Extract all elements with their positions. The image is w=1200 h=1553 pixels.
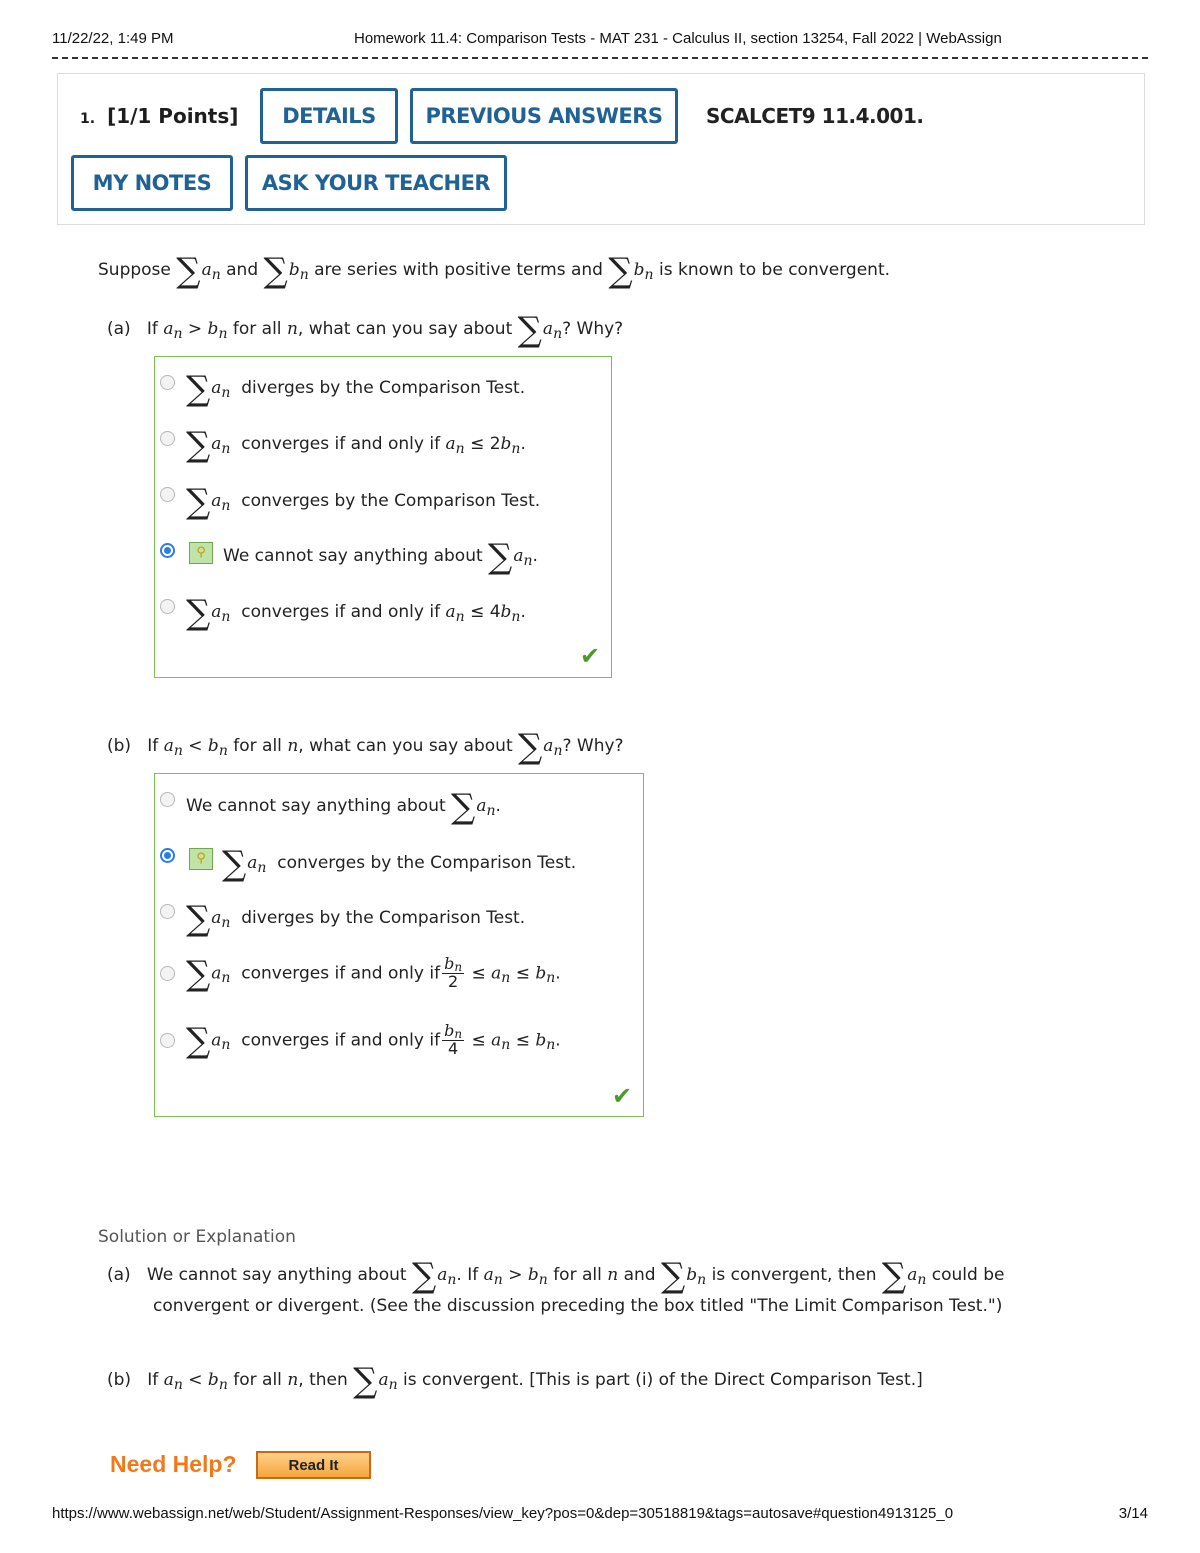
part-a-option-1-radio[interactable] [160,375,175,390]
option-text: converges by the Comparison Test. [241,491,541,511]
sigma-symbol: ∑ [186,1021,211,1062]
part-a-question [107,310,624,350]
part-a-option-3-radio[interactable] [160,487,175,502]
math-sub: n [221,441,231,457]
print-header [52,30,1148,50]
math-b: b [207,736,219,756]
math-n: n [607,1265,619,1285]
math-b: b [686,1265,698,1285]
question-points [80,104,238,128]
solution-text: is convergent, then [711,1265,877,1285]
part-b-option-4-radio[interactable] [160,966,175,981]
math-a: a [163,1370,174,1390]
math-n: n [287,1370,299,1390]
math-sub: n [501,970,511,987]
solution-text: , then [298,1370,348,1390]
math-a: a [163,736,174,756]
math-sub: n [501,1037,511,1054]
math-a: a [513,546,524,566]
sigma-symbol: ∑ [353,1361,378,1401]
math-a: a [445,434,456,454]
math-a: a [211,1030,222,1051]
part-b-option-1-radio[interactable] [160,792,175,807]
relation-symbol: < [188,736,203,756]
part-b-option-5-radio[interactable] [160,1033,175,1048]
sigma-symbol: ∑ [186,899,211,939]
math-b: b [527,1265,539,1285]
math-sub: n [221,609,231,625]
math-a: a [211,491,222,511]
solution-text: If [147,1370,159,1390]
math-sub: n [221,498,231,514]
part-a-option-3[interactable] [186,482,541,522]
part-b-option-5[interactable]: $\sum a_n$ converges if and only if $\frac{b_n}{4}$ ≤ $a_n \le b_n$. [186,1021,561,1062]
relation-symbol: < [188,1370,203,1390]
option-text: ≤ 2 [470,434,501,454]
sigma-symbol: ∑ [451,787,476,827]
math-sub: n [257,860,267,876]
math-a: a [211,602,222,622]
math-sub: n [511,441,521,457]
option-text: ≤ 4 [470,602,501,622]
sigma-symbol: ∑ [186,369,211,409]
option-text: diverges by the Comparison Test. [241,908,526,928]
sigma-symbol: ∑ [661,1256,686,1296]
sigma-symbol: ∑ [518,727,543,767]
math-sub: n [221,915,231,931]
math-a: a [543,736,554,756]
prompt-text: and [226,260,259,280]
part-b-option-2[interactable] [222,844,577,884]
prompt-text: is known to be convergent. [658,260,891,280]
math-sub: n [173,1377,183,1393]
math-sub: n [644,267,654,283]
part-a-option-4-radio-selected[interactable] [160,543,175,558]
math-sub: n [218,326,228,342]
option-text: converges if and only if [241,963,441,984]
math-b: b [500,602,512,622]
math-b: b [207,319,219,339]
option-text: converges if and only if [241,602,441,622]
fraction: $\frac{b_n}{4}$ [444,1021,463,1058]
part-label: (a) [107,319,131,339]
math-sub: n [173,326,183,342]
math-sub: n [221,385,231,401]
prompt-text: are series with positive terms and [314,260,603,280]
option-text: converges if and only if [241,434,441,454]
question-text: If [146,319,158,339]
solution-text: and [623,1265,656,1285]
math-sub: n [486,803,496,819]
dashed-divider [52,57,1148,59]
key-icon: ⚲ [189,848,213,870]
sigma-symbol: ∑ [608,251,633,291]
print-date: 11/22/22, 1:49 PM [52,30,174,47]
question-reference: SCALCET9 11.4.001. [706,104,924,128]
sigma-symbol: ∑ [186,593,211,633]
part-b-option-2-radio-selected[interactable] [160,848,175,863]
relation-symbol: > [187,319,203,339]
math-a: a [476,796,487,816]
part-b-option-3-radio[interactable] [160,904,175,919]
part-a-option-2-radio[interactable] [160,431,175,446]
points-label: [1/1 Points] [107,104,239,128]
part-label: (a) [107,1265,131,1285]
option-text: We cannot say anything about [223,546,483,566]
relation-symbol: > [508,1265,523,1285]
page-number: 3/14 [1118,1505,1148,1522]
math-a: a [211,434,222,454]
part-a-option-1[interactable] [186,369,526,409]
part-b-question [107,727,624,767]
question-text: , what can you say about [297,319,513,339]
option-text: We cannot say anything about [186,796,446,816]
math-a: a [542,319,554,339]
part-label: (b) [107,736,132,756]
solution-text: is convergent. [This is part (i) of the Direct Comparison Test.] [403,1370,923,1390]
part-b-option-1[interactable]: We cannot say anything about $\sum a_n$. [186,787,501,827]
correct-check-icon: ✔ [580,642,601,670]
solution-text: for all [233,1370,282,1390]
math-b: b [633,260,645,280]
math-a: a [907,1265,918,1285]
math-sub: n [173,743,183,759]
math-a: a [437,1265,448,1285]
math-sub: n [388,1377,398,1393]
sigma-symbol: ∑ [517,310,542,350]
option-text: diverges by the Comparison Test. [241,378,526,398]
math-b: b [500,434,512,454]
option-text: converges by the Comparison Test. [277,853,577,873]
part-b-choices [154,773,644,1117]
solution-a-line1 [107,1256,1005,1296]
details-button[interactable]: DETAILS [260,88,398,144]
math-sub: n [221,970,231,987]
my-notes-button[interactable]: MY NOTES [71,155,233,211]
math-a: a [378,1370,389,1390]
part-a-option-4[interactable]: We cannot say anything about $\sum a_n$. [223,537,538,577]
question-number: 1. [80,111,96,127]
math-sub: n [546,1037,556,1054]
question-text: for all [233,736,282,756]
math-sub: n [697,1272,707,1288]
math-sub: n [455,441,465,457]
ask-your-teacher-button[interactable]: ASK YOUR TEACHER [245,155,507,211]
solution-text: . If [456,1265,479,1285]
sigma-symbol: ∑ [222,844,247,884]
math-sub: n [211,267,221,283]
math-sub: n [447,1272,457,1288]
question-text: If [147,736,159,756]
math-sub: n [218,743,228,759]
math-sub: n [455,609,465,625]
read-it-button[interactable]: Read It [256,1451,371,1479]
math-sub: n [218,1377,228,1393]
solution-a-line2: convergent or divergent. (See the discussion preceding the box titled "The Limit Comparison Test.") [153,1296,1003,1316]
fraction: $\frac{b_n}{2}$ [444,954,463,991]
need-help-label: Need Help? [110,1451,237,1477]
math-sub: n [553,743,563,759]
solution-b [107,1361,923,1401]
math-n: n [287,736,299,756]
correct-check-icon: ✔ [612,1082,633,1110]
math-a: a [491,1030,502,1051]
math-a: a [483,1265,494,1285]
math-n: n [286,319,298,339]
part-b-option-4[interactable]: $\sum a_n$ converges if and only if $\frac{b_n}{2}$ ≤ $a_n \le b_n$. [186,954,561,995]
math-sub: n [299,267,309,283]
sigma-symbol: ∑ [411,1256,437,1296]
math-sub: n [221,1037,231,1054]
sigma-symbol: ∑ [186,954,211,995]
math-a: a [211,378,222,398]
math-b: b [535,963,547,984]
solution-text: for all [553,1265,602,1285]
sigma-symbol: ∑ [263,251,288,291]
part-a-option-5[interactable]: $\sum a_n$ converges if and only if $a_n \le 4b_n$. [186,593,526,633]
prompt-text: Suppose [98,260,171,280]
solution-text: We cannot say anything about [146,1265,407,1285]
solution-text: could be [931,1265,1005,1285]
math-a: a [445,602,456,622]
question-text: , what can you say about [298,736,513,756]
part-b-option-3[interactable] [186,899,526,939]
sigma-symbol: ∑ [176,251,201,291]
question-text: ? Why? [562,319,624,339]
option-text: converges if and only if [241,1030,441,1051]
question-prompt [98,251,891,291]
math-b: b [207,1370,219,1390]
previous-answers-button[interactable]: PREVIOUS ANSWERS [410,88,678,144]
math-a: a [163,319,174,339]
question-text: for all [232,319,282,339]
math-sub: n [538,1272,548,1288]
sigma-symbol: ∑ [488,537,513,577]
part-label: (b) [107,1370,132,1390]
math-a: a [201,260,212,280]
math-a: a [491,963,502,984]
math-a: a [247,853,258,873]
math-sub: n [493,1272,503,1288]
sigma-symbol: ∑ [186,425,211,465]
math-sub: n [523,553,533,569]
math-b: b [535,1030,547,1051]
sigma-symbol: ∑ [881,1256,907,1296]
solution-heading: Solution or Explanation [98,1227,296,1247]
math-a: a [211,963,222,984]
part-a-option-5-radio[interactable] [160,599,175,614]
math-sub: n [553,326,563,342]
part-a-option-2[interactable]: $\sum a_n$ converges if and only if $a_n \le 2b_n$. [186,425,526,465]
key-icon: ⚲ [189,542,213,564]
question-text: ? Why? [562,736,624,756]
sigma-symbol: ∑ [186,482,211,522]
math-sub: n [511,609,521,625]
math-b: b [288,260,300,280]
print-url: https://www.webassign.net/web/Student/Assignment-Responses/view_key?pos=0&dep=30518819&tags=autosave#question4913125_0 [52,1505,954,1522]
math-a: a [211,908,222,928]
math-sub: n [917,1272,927,1288]
print-title: Homework 11.4: Comparison Tests - MAT 231 - Calculus II, section 13254, Fall 2022 | WebAssign [354,30,1002,47]
math-sub: n [546,970,556,987]
